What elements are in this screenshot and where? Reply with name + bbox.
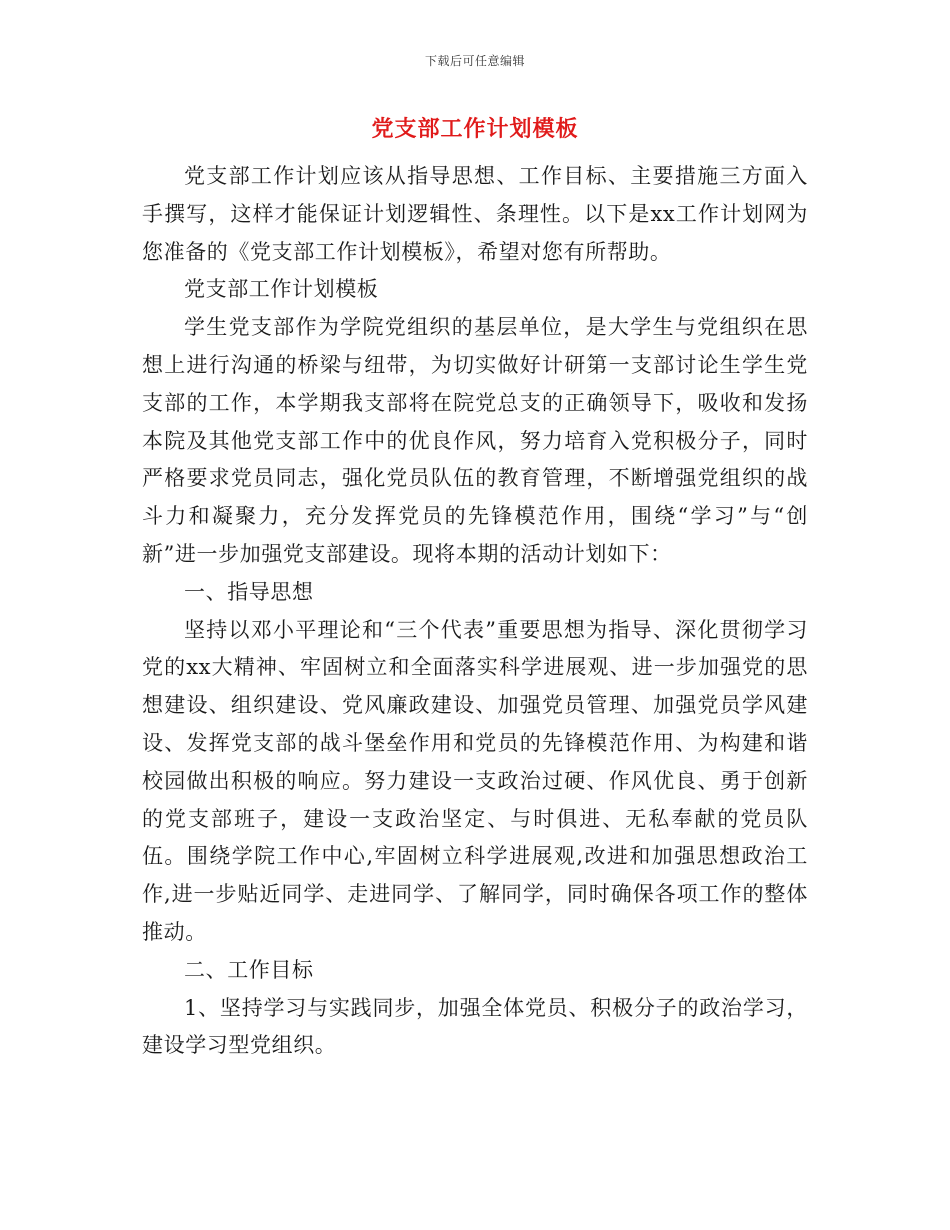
header-note: 下载后可任意编辑 xyxy=(424,54,525,68)
document-title: 党支部工作计划模板 xyxy=(371,116,579,142)
overview-paragraph: 学生党支部作为学院党组织的基层单位，是大学生与党组织在思想上进行沟通的桥梁与纽带，为切实做好计研第一支部讨论生学生党支部的工作，本学期我支部将在院党总支的正确领导下，吸收和发扬本院及其他党支部工作中的优良作风，努力培育入党积极分子，同时严格要求党员同志，强化党员队伍的教育管理，不断增强党组织的战斗力和凝聚力，充分发挥党员的先锋模范作用，围绕“学习”与“创新”进一步加强党支部建设。现将本期的活动计划如下： xyxy=(142,315,808,566)
intro-paragraph: 党支部工作计划应该从指导思想、工作目标、主要措施三方面入手撰写，这样才能保证计划逻辑性、条理性。以下是xx工作计划网为您准备的《党支部工作计划模板》，希望对您有所帮助。 xyxy=(142,164,808,264)
work-goal-item-1: 1、坚持学习与实践同步，加强全体党员、积极分子的政治学习，建设学习型党组织。 xyxy=(142,995,808,1058)
document-body xyxy=(142,158,808,1065)
section-heading-work-goals: 二、工作目标 xyxy=(184,957,314,982)
subtitle-paragraph: 党支部工作计划模板 xyxy=(184,277,379,302)
section-heading-guiding-ideology: 一、指导思想 xyxy=(184,579,314,604)
guiding-ideology-paragraph: 坚持以邓小平理论和“三个代表”重要思想为指导、深化贯彻学习党的xx大精神、牢固树立和全面落实科学进展观、进一步加强党的思想建设、组织建设、党风廉政建设、加强党员管理、加强党员学风建设、发挥党支部的战斗堡垒作用和党员的先锋模范作用、为构建和谐校园做出积极的响应。努力建设一支政治过硬、作风优良、勇于创新的党支部班子，建设一支政治坚定、与时俱进、无私奉献的党员队伍。围绕学院工作中心,牢固树立科学进展观,改进和加强思想政治工作,进一步贴近同学、走进同学、了解同学，同时确保各项工作的整体推动。 xyxy=(142,617,808,944)
